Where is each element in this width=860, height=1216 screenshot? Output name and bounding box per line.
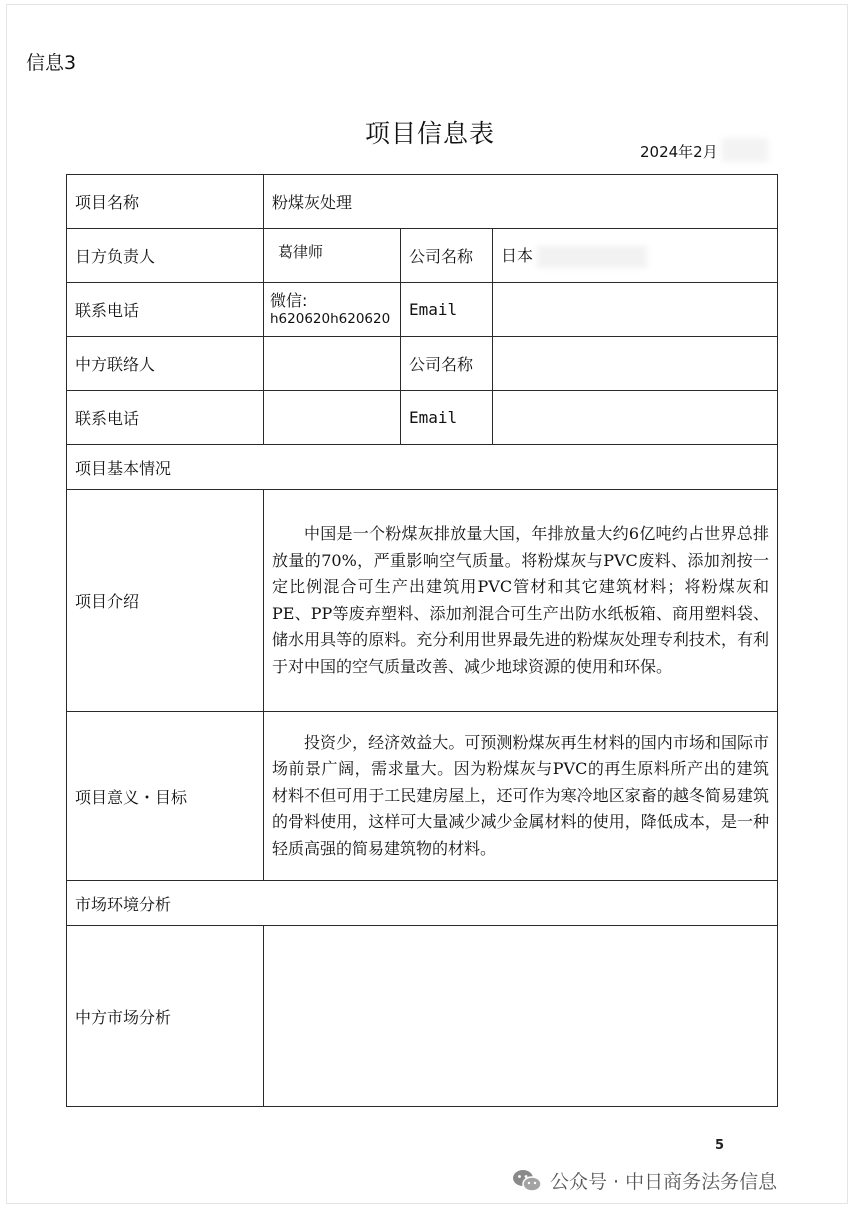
cn-email-label: Email (401, 391, 493, 445)
basic-section-heading: 项目基本情况 (67, 445, 778, 490)
market-section-heading: 市场环境分析 (67, 881, 778, 926)
row-market-section (67, 881, 778, 926)
cn-phone-value (264, 391, 401, 445)
row-cn-market (67, 926, 778, 1107)
watermark (512, 1167, 777, 1194)
corner-label: 信息3 (26, 52, 77, 74)
project-info-table (66, 174, 778, 1107)
row-significance (67, 712, 778, 881)
row-jp-owner (67, 229, 778, 283)
intro-label: 项目介绍 (67, 490, 264, 712)
document-date: 2024年2月 (640, 143, 718, 161)
jp-email-label: Email (401, 283, 493, 337)
jp-company-value: 日本 (501, 246, 534, 266)
document-title: 项目信息表 (364, 119, 495, 148)
jp-company-cell (493, 229, 778, 283)
jp-phone-label: 联系电话 (67, 283, 264, 337)
row-cn-contact-person (67, 337, 778, 391)
redaction-blur (537, 246, 647, 268)
row-project-name (67, 175, 778, 229)
row-jp-contact (67, 283, 778, 337)
cn-market-label: 中方市场分析 (67, 926, 264, 1107)
cn-market-text (264, 926, 778, 1107)
cn-phone-label: 联系电话 (67, 391, 264, 445)
jp-email-value (493, 283, 778, 337)
jp-company-label: 公司名称 (401, 229, 493, 283)
intro-text: 中国是一个粉煤灰排放量大国，年排放量大约6亿吨约占世界总排放量的70%，严重影响空气质量。将粉煤灰与PVC废料、添加剂按一定比例混合可生产出建筑用PVC管材和其它建筑材料；将粉煤灰和PE、PP等废弃塑料、添加剂混合可生产出防水纸板箱、商用塑料袋、储水用具等的原料。充分利用世界最先进的粉煤灰处理专利技术，有利于对中国的空气质量改善、减少地球资源的使用和环保。 (264, 490, 778, 712)
jp-phone-cell (264, 283, 401, 337)
jp-wechat-id: h620620h620620 (270, 310, 391, 327)
row-basic-section (67, 445, 778, 490)
page-number: 5 (715, 1138, 725, 1153)
cn-company-label: 公司名称 (401, 337, 493, 391)
cn-contact-label: 中方联络人 (67, 337, 264, 391)
wechat-icon (512, 1168, 542, 1194)
jp-owner-value: 葛律师 (264, 229, 401, 283)
jp-wechat-label: 微信: (270, 290, 308, 310)
significance-text: 投资少，经济效益大。可预测粉煤灰再生材料的国内市场和国际市场前景广阔，需求量大。因为粉煤灰与PVC的再生原料所产出的建筑材料不但可用于工民建房屋上，还可作为寒冷地区家畜的越冬简易建筑的骨料使用，这样可大量减少减少金属材料的使用，降低成本，是一种轻质高强的简易建筑物的材料。 (264, 712, 778, 881)
project-name-label: 项目名称 (67, 175, 264, 229)
significance-label: 项目意义・目标 (67, 712, 264, 881)
redaction-blur (722, 138, 768, 162)
project-name-value: 粉煤灰处理 (264, 175, 778, 229)
row-intro (67, 490, 778, 712)
row-cn-phone (67, 391, 778, 445)
watermark-text: 公众号 · 中日商务法务信息 (550, 1171, 778, 1193)
jp-owner-label: 日方负责人 (67, 229, 264, 283)
cn-contact-value (264, 337, 401, 391)
cn-company-value (493, 337, 778, 391)
cn-email-value (493, 391, 778, 445)
